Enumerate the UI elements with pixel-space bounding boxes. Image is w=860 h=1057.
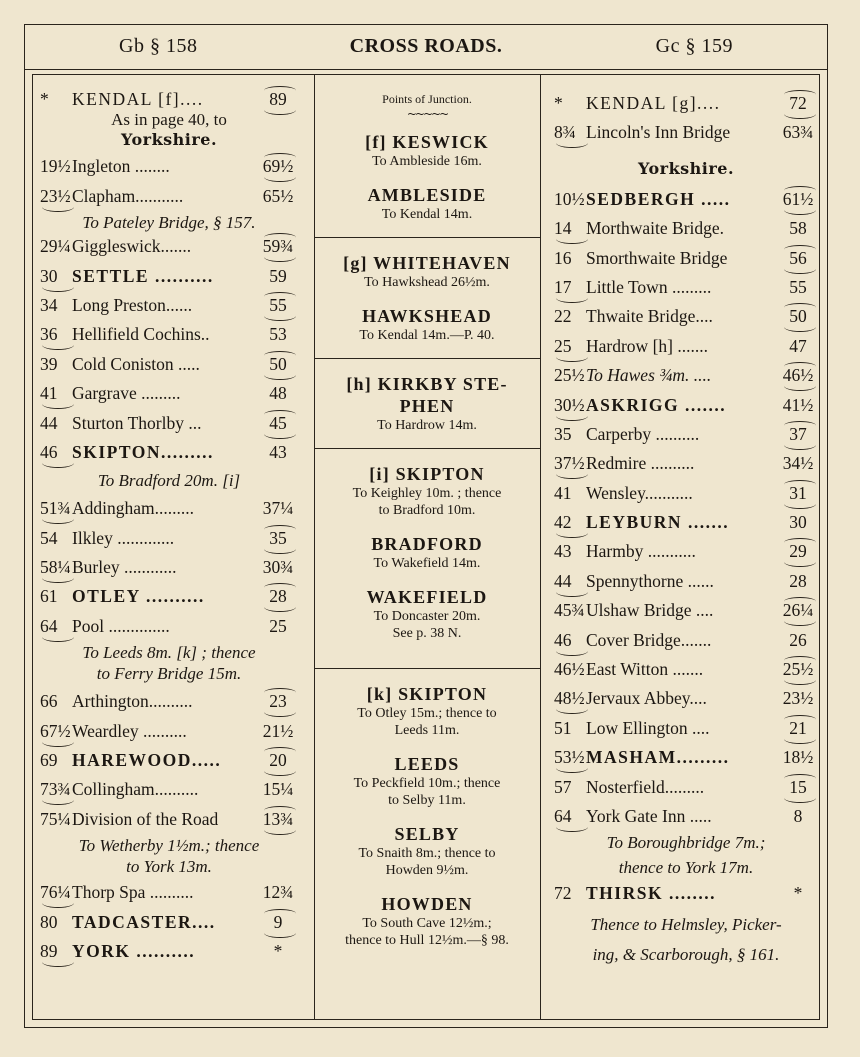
junction-direction: To Otley 15m.; thence to bbox=[357, 706, 497, 721]
place-name: Giggleswick....... bbox=[72, 236, 192, 257]
miles-from-start: 51¾ bbox=[40, 498, 80, 519]
miles-to-end: 56 bbox=[778, 248, 818, 269]
place-name: Long Preston...... bbox=[72, 294, 193, 315]
place-name: Jervaux Abbey.... bbox=[586, 688, 707, 709]
junction-place: HOWDEN bbox=[381, 894, 473, 914]
route-row bbox=[38, 292, 300, 321]
column-rule-right bbox=[540, 74, 541, 1020]
miles-from-start: 30½ bbox=[554, 395, 594, 416]
place-name: Little Town ......... bbox=[586, 276, 712, 297]
junction-place: LEEDS bbox=[394, 754, 460, 774]
place-name: Wensley........... bbox=[586, 482, 693, 503]
route-row bbox=[38, 351, 300, 380]
route-row bbox=[38, 233, 300, 262]
miles-to-end: 43 bbox=[269, 441, 287, 462]
miles-from-start: 16 bbox=[554, 247, 572, 268]
place-name: Sturton Thorlby ... bbox=[72, 412, 202, 433]
place-name: Clapham........... bbox=[72, 185, 184, 206]
place-name: Addingham......... bbox=[72, 498, 195, 519]
route-row bbox=[552, 450, 820, 479]
junction-entry bbox=[318, 753, 536, 809]
route-row bbox=[552, 362, 820, 391]
route-note-1b: thence to York 17m. bbox=[618, 858, 754, 878]
start-mark: * bbox=[554, 93, 563, 113]
junction-place: BRADFORD bbox=[371, 534, 483, 554]
route-note-3a: To Leeds 8m. [k] ; thence bbox=[82, 643, 256, 663]
miles-to-end: 21 bbox=[778, 718, 818, 739]
miles-from-start: 69 bbox=[40, 750, 58, 771]
miles-to-end: 37¼ bbox=[262, 498, 294, 519]
route-row bbox=[38, 583, 300, 612]
miles-from-start: 48½ bbox=[554, 688, 594, 709]
miles-to-end: 63¾ bbox=[782, 122, 814, 143]
route-row bbox=[38, 879, 300, 908]
miles-to-end: 59 bbox=[269, 265, 287, 286]
miles-to-end: 26 bbox=[789, 629, 807, 650]
place-name: Redmire .......... bbox=[586, 453, 695, 474]
route-rows-4 bbox=[38, 688, 300, 835]
place-name: Smorthwaite Bridge bbox=[586, 247, 728, 268]
route-row bbox=[552, 245, 820, 274]
miles-from-start: 19½ bbox=[40, 156, 71, 177]
miles-to-end: 25½ bbox=[778, 659, 818, 680]
route-row bbox=[552, 303, 820, 332]
miles-to-end: 46½ bbox=[778, 365, 818, 386]
junction-entry bbox=[318, 131, 536, 170]
miles-from-start: 35 bbox=[554, 423, 572, 444]
junction-entry bbox=[318, 683, 536, 739]
junction-direction: To Wakefield 14m. bbox=[373, 556, 481, 571]
route-row bbox=[38, 495, 300, 524]
miles-from-start: 43 bbox=[554, 541, 572, 562]
place-name: Ingleton ........ bbox=[72, 156, 170, 177]
miles-from-start: 30 bbox=[40, 266, 80, 287]
place-name: Low Ellington .... bbox=[586, 717, 710, 738]
miles-from-start: 53½ bbox=[554, 747, 594, 768]
miles-from-start: 64 bbox=[554, 806, 594, 827]
place-name: Lincoln's Inn Bridge bbox=[586, 122, 731, 143]
place-name: Thorp Spa .......... bbox=[72, 882, 194, 903]
junction-entry bbox=[318, 823, 536, 879]
route-row bbox=[38, 410, 300, 439]
junction-direction: Howden 9½m. bbox=[385, 863, 469, 878]
miles-to-end: 58 bbox=[789, 218, 807, 239]
miles-to-end: 31 bbox=[778, 483, 818, 504]
miles-from-start: 51 bbox=[554, 717, 572, 738]
miles-to-end: 9 bbox=[258, 912, 298, 933]
miles-to-end: 48 bbox=[269, 383, 287, 404]
route-row bbox=[552, 538, 820, 567]
junction-direction: To Doncaster 20m. bbox=[373, 609, 481, 624]
place-name: Morthwaite Bridge. bbox=[586, 218, 725, 239]
route-start-row bbox=[552, 90, 820, 119]
miles-to-end: 55 bbox=[258, 295, 298, 316]
route-row bbox=[38, 718, 300, 747]
place-name: York Gate Inn ..... bbox=[586, 805, 712, 826]
route-start-row bbox=[38, 86, 300, 115]
place-name: Hellifield Cochins.. bbox=[72, 324, 210, 345]
route-note-2: To Bradford 20m. [i] bbox=[97, 471, 241, 491]
miles-to-end: 30 bbox=[789, 512, 807, 533]
place-name: Thwaite Bridge.... bbox=[586, 306, 713, 327]
miles-to-end: 59¾ bbox=[258, 236, 298, 257]
route-row bbox=[552, 656, 820, 685]
miles-to-end: 37 bbox=[778, 424, 818, 445]
place-name: SKIPTON......... bbox=[72, 441, 214, 462]
right-route-column bbox=[552, 90, 820, 965]
junction-direction: To Snaith 8m.; thence to bbox=[358, 846, 496, 861]
miles-to-end: 35 bbox=[258, 528, 298, 549]
route-note-2a: Thence to Helmsley, Picker- bbox=[590, 914, 782, 934]
route-row bbox=[552, 509, 820, 538]
route-row bbox=[552, 568, 820, 597]
miles-from-start: 75¼ bbox=[40, 808, 71, 829]
page-header bbox=[25, 25, 827, 70]
miles-to-end: 12¾ bbox=[262, 882, 294, 903]
miles-from-start: 44 bbox=[40, 412, 58, 433]
end-mark: * bbox=[793, 883, 803, 904]
miles-from-start: 34 bbox=[40, 294, 58, 315]
route-row bbox=[38, 688, 300, 717]
miles-from-start: 41 bbox=[554, 482, 572, 503]
place-name: Collingham.......... bbox=[72, 779, 199, 800]
miles-to-end: 18½ bbox=[782, 747, 814, 768]
route-row bbox=[552, 480, 820, 509]
junction-entry bbox=[318, 252, 536, 291]
miles-to-end: 13¾ bbox=[258, 809, 298, 830]
place-name: Cold Coniston ..... bbox=[72, 353, 200, 374]
miles-from-start: 73¾ bbox=[40, 779, 80, 800]
miles-from-start: 14 bbox=[554, 218, 594, 239]
miles-to-end: 69½ bbox=[258, 156, 298, 177]
block-divider bbox=[314, 448, 540, 449]
miles-from-start: 46½ bbox=[554, 659, 585, 680]
route-row bbox=[552, 744, 820, 773]
junction-direction: Leeds 11m. bbox=[394, 723, 460, 738]
route-rows-2 bbox=[38, 233, 300, 468]
ornament: ~~~~~ bbox=[406, 107, 448, 121]
place-name: Gargrave ......... bbox=[72, 383, 181, 404]
route-note-3b: to Ferry Bridge 15m. bbox=[96, 664, 242, 684]
route-row bbox=[552, 333, 820, 362]
route-intro: As in page 40, to bbox=[111, 110, 227, 130]
miles-to-end: 28 bbox=[258, 586, 298, 607]
place-name: Harmby ........... bbox=[586, 541, 696, 562]
route-row bbox=[552, 803, 820, 832]
miles-from-start: 17 bbox=[554, 277, 594, 298]
junction-entry bbox=[318, 184, 536, 223]
junction-entry bbox=[318, 305, 536, 344]
junction-direction: To Hardrow 14m. bbox=[377, 418, 477, 433]
miles-from-start: 54 bbox=[40, 527, 58, 548]
miles-to-end: 61½ bbox=[778, 189, 818, 210]
route-row bbox=[38, 613, 300, 642]
junction-place: [f] KESWICK bbox=[365, 132, 489, 152]
junction-direction: To Peckfield 10m.; thence bbox=[353, 776, 501, 791]
junction-column bbox=[318, 92, 536, 963]
miles-to-end: 65½ bbox=[262, 185, 294, 206]
miles-from-start: 37½ bbox=[554, 453, 594, 474]
place-name: LEYBURN ....... bbox=[586, 512, 730, 533]
miles-from-start: 39 bbox=[40, 353, 58, 374]
miles-to-end: 23½ bbox=[782, 688, 814, 709]
place-name: East Witton ....... bbox=[586, 659, 704, 680]
route-row bbox=[552, 215, 820, 244]
miles-to-end: 45 bbox=[258, 413, 298, 434]
miles-to-end: 55 bbox=[789, 276, 807, 297]
miles-to-end: 26¼ bbox=[778, 600, 818, 621]
junction-entry bbox=[318, 373, 536, 434]
place-name: YORK .......... bbox=[72, 940, 196, 961]
junction-direction: to Selby 11m. bbox=[388, 793, 466, 808]
junction-blocks bbox=[318, 121, 536, 949]
miles-from-start: 10½ bbox=[554, 188, 585, 209]
route-note-2b: ing, & Scarborough, § 161. bbox=[592, 944, 780, 964]
miles-from-start: 64 bbox=[40, 616, 80, 637]
junction-entry bbox=[318, 463, 536, 519]
junction-direction: To Hawkshead 26½m. bbox=[364, 275, 490, 290]
junction-direction: See p. 38 N. bbox=[392, 626, 462, 641]
miles-to-end: 15 bbox=[778, 777, 818, 798]
miles-to-end: 8 bbox=[793, 805, 803, 826]
route-rows-3 bbox=[38, 495, 300, 642]
route-row bbox=[38, 439, 300, 468]
place-name: THIRSK ........ bbox=[586, 883, 716, 904]
miles-from-start: 61 bbox=[40, 586, 58, 607]
miles-from-start: 25½ bbox=[554, 365, 585, 386]
miles-to-end: 21½ bbox=[262, 720, 294, 741]
route-row bbox=[38, 554, 300, 583]
junction-direction: To Kendal 14m.—P. 40. bbox=[359, 328, 495, 343]
junction-place-cont: PHEN bbox=[399, 396, 455, 416]
miles-to-end: 23 bbox=[258, 691, 298, 712]
junction-direction: To Keighley 10m. ; thence bbox=[352, 486, 502, 501]
route-rows-1 bbox=[552, 186, 820, 833]
route-rows-1 bbox=[38, 153, 300, 212]
block-divider bbox=[314, 358, 540, 359]
route-row bbox=[38, 806, 300, 835]
miles-to-end: 28 bbox=[789, 570, 807, 591]
miles-from-start: 36 bbox=[40, 324, 80, 345]
place-name: Hardrow [h] ....... bbox=[586, 335, 708, 356]
county-heading: Yorkshire. bbox=[120, 130, 218, 150]
junction-direction: To Kendal 14m. bbox=[381, 207, 473, 222]
miles-to-end: * bbox=[273, 940, 283, 961]
miles-from-start: 25 bbox=[554, 336, 594, 357]
left-route-column bbox=[38, 86, 300, 967]
junction-place: HAWKSHEAD bbox=[362, 306, 492, 326]
miles-to-end: 41½ bbox=[782, 394, 814, 415]
route-row bbox=[552, 119, 820, 148]
miles-from-start: 89 bbox=[40, 941, 80, 962]
miles-from-start: 44 bbox=[554, 571, 594, 592]
miles-to-end: 50 bbox=[778, 306, 818, 327]
place-name: Ilkley ............. bbox=[72, 527, 175, 548]
route-row bbox=[552, 392, 820, 421]
junction-entry bbox=[318, 533, 536, 572]
section-left-ref: Gb § 158 bbox=[119, 35, 198, 57]
miles-from-start: 66 bbox=[40, 691, 58, 712]
start-place: KENDAL [f].... bbox=[72, 89, 204, 109]
miles-from-start: 67½ bbox=[40, 721, 80, 742]
route-row bbox=[552, 880, 820, 909]
place-name: SETTLE .......... bbox=[72, 265, 214, 286]
miles-to-end: 25 bbox=[269, 615, 287, 636]
junction-place: [i] SKIPTON bbox=[369, 464, 485, 484]
route-note-4a: To Wetherby 1½m.; thence bbox=[78, 836, 260, 856]
route-row bbox=[38, 909, 300, 938]
route-row bbox=[38, 153, 300, 182]
section-right-ref: Gc § 159 bbox=[655, 35, 733, 57]
start-place: KENDAL [g].... bbox=[586, 93, 721, 113]
route-row bbox=[552, 627, 820, 656]
miles-from-start: 72 bbox=[554, 883, 572, 904]
route-row bbox=[38, 380, 300, 409]
place-name: HAREWOOD..... bbox=[72, 750, 222, 771]
route-note-4b: to York 13m. bbox=[126, 857, 212, 877]
miles-from-start: 80 bbox=[40, 911, 58, 932]
block-divider bbox=[314, 668, 540, 669]
place-name: Pool .............. bbox=[72, 615, 170, 636]
junction-place: [g] WHITEHAVEN bbox=[343, 253, 511, 273]
route-row bbox=[38, 525, 300, 554]
route-row bbox=[38, 776, 300, 805]
miles-to-end: 15¼ bbox=[262, 779, 294, 800]
miles-from-start: 29¼ bbox=[40, 236, 71, 257]
place-name: Cover Bridge....... bbox=[586, 629, 712, 650]
place-name: MASHAM......... bbox=[586, 747, 730, 768]
junction-place: [k] SKIPTON bbox=[366, 684, 488, 704]
miles-from-start: 46 bbox=[40, 442, 80, 463]
place-name: ASKRIGG ....... bbox=[586, 394, 727, 415]
route-row bbox=[38, 321, 300, 350]
miles-from-start: 46 bbox=[554, 630, 594, 651]
place-name: Arthington.......... bbox=[72, 691, 193, 712]
route-note-1: To Pateley Bridge, § 157. bbox=[82, 213, 256, 233]
miles-to-end: 29 bbox=[778, 541, 818, 562]
junction-place: AMBLESIDE bbox=[367, 185, 487, 205]
route-row bbox=[38, 938, 300, 967]
junction-direction: thence to Hull 12½m.—§ 98. bbox=[345, 933, 509, 948]
place-name: OTLEY .......... bbox=[72, 586, 205, 607]
block-divider bbox=[314, 237, 540, 238]
junction-entry bbox=[318, 586, 536, 642]
miles-to-end: 30¾ bbox=[262, 557, 294, 578]
junction-place: [h] KIRKBY STE- bbox=[346, 374, 508, 394]
junction-place: SELBY bbox=[394, 824, 460, 844]
miles-to-end: 47 bbox=[789, 335, 807, 356]
start-mark: * bbox=[40, 89, 49, 109]
junction-place: WAKEFIELD bbox=[366, 587, 488, 607]
miles-to-end: 34½ bbox=[782, 453, 814, 474]
miles-from-start: 58¼ bbox=[40, 557, 80, 578]
route-row bbox=[552, 715, 820, 744]
start-distance: 72 bbox=[778, 93, 818, 114]
miles-from-start: 8¾ bbox=[554, 122, 594, 143]
route-row bbox=[38, 263, 300, 292]
route-row bbox=[552, 685, 820, 714]
route-row bbox=[38, 183, 300, 212]
column-rule-left bbox=[314, 74, 315, 1020]
junction-direction: To South Cave 12½m.; bbox=[362, 916, 492, 931]
route-row bbox=[552, 597, 820, 626]
place-name: Weardley .......... bbox=[72, 720, 187, 741]
junction-entry bbox=[318, 893, 536, 949]
place-name: Division of the Road bbox=[72, 808, 219, 829]
route-row bbox=[552, 421, 820, 450]
start-distance: 89 bbox=[258, 89, 298, 110]
place-name: Ulshaw Bridge .... bbox=[586, 600, 714, 621]
junction-direction: To Ambleside 16m. bbox=[372, 154, 482, 169]
miles-from-start: 22 bbox=[554, 306, 572, 327]
county-heading: Yorkshire. bbox=[637, 158, 735, 178]
route-row bbox=[552, 186, 820, 215]
place-name: Burley ............ bbox=[72, 557, 177, 578]
place-name: To Hawes ¾m. .... bbox=[586, 365, 712, 386]
miles-from-start: 41 bbox=[40, 383, 80, 404]
route-rows-5 bbox=[38, 879, 300, 967]
place-name: Nosterfield......... bbox=[586, 776, 705, 797]
route-row bbox=[552, 274, 820, 303]
route-note-1a: To Boroughbridge 7m.; bbox=[606, 833, 766, 853]
route-row bbox=[552, 774, 820, 803]
place-name: Spennythorne ...... bbox=[586, 570, 714, 591]
miles-to-end: 53 bbox=[269, 324, 287, 345]
route-row bbox=[38, 747, 300, 776]
page-title: CROSS ROADS. bbox=[349, 35, 503, 57]
place-name: TADCASTER.... bbox=[72, 911, 216, 932]
miles-to-end: 50 bbox=[258, 354, 298, 375]
place-name: Carperby .......... bbox=[586, 423, 700, 444]
place-name: SEDBERGH ..... bbox=[586, 188, 731, 209]
miles-from-start: 57 bbox=[554, 776, 572, 797]
miles-from-start: 76¼ bbox=[40, 882, 80, 903]
miles-from-start: 45¾ bbox=[554, 600, 585, 621]
miles-from-start: 23½ bbox=[40, 186, 80, 207]
junction-direction: to Bradford 10m. bbox=[378, 503, 476, 518]
miles-to-end: 20 bbox=[258, 750, 298, 771]
junction-title: Points of Junction. bbox=[382, 92, 472, 106]
miles-from-start: 42 bbox=[554, 512, 594, 533]
